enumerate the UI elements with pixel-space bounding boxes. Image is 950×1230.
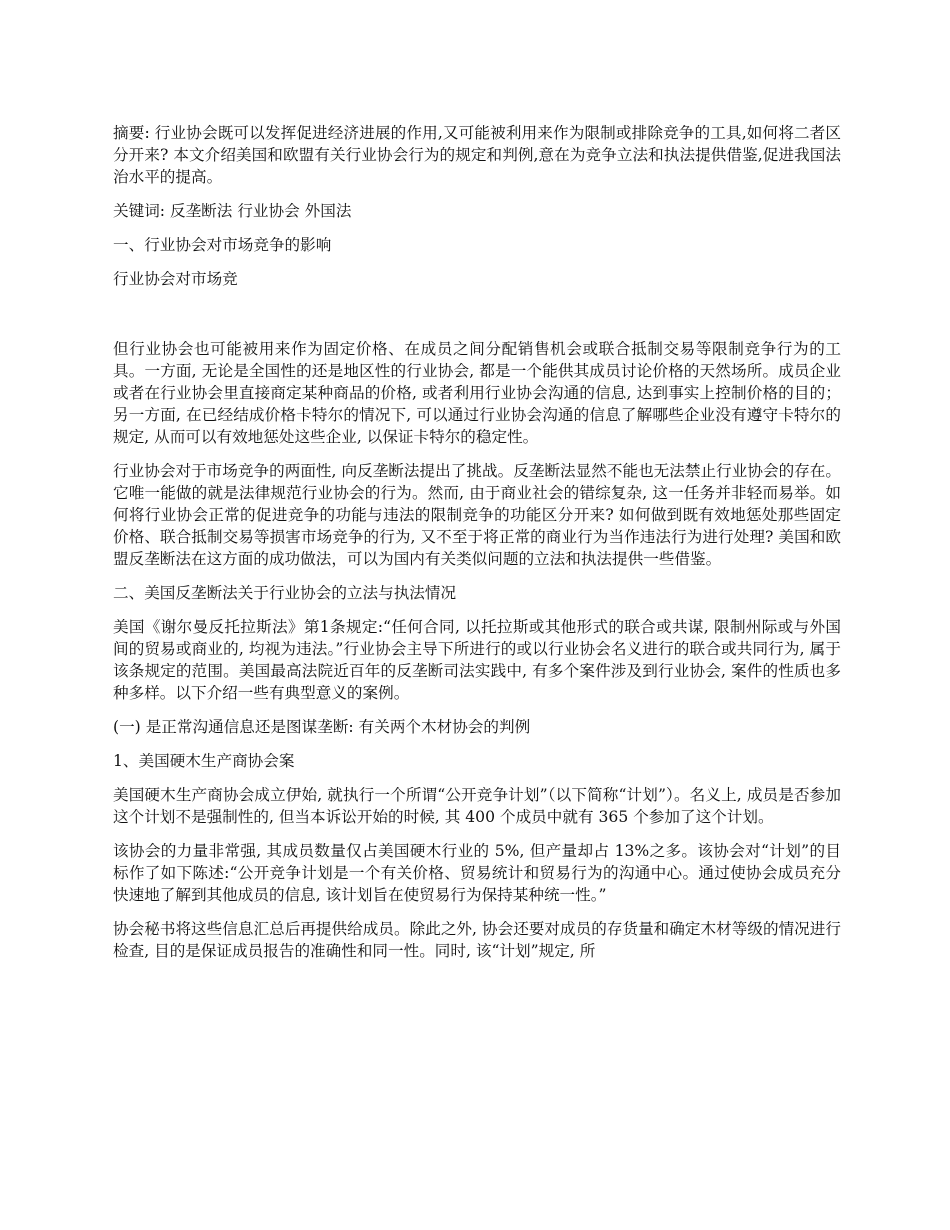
subsection-heading: (一) 是正常沟通信息还是图谋垄断: 有关两个木材协会的判例 bbox=[113, 718, 531, 736]
body-paragraph: 美国硬木生产商协会成立伊始, 就执行一个所谓“公开竞争计划”（以下简称“计划”）。名义上, 成员是否参加这个计划不是强制性的, 但当本诉讼开始的时候, 其 400 个成员中就有 365 个参加了这个计划。 bbox=[113, 786, 841, 826]
abstract-paragraph: 摘要: 行业协会既可以发挥促进经济进展的作用,又可能被利用来作为限制或排除竞争的工具,如何将二者区分开来? 本文介绍美国和欧盟有关行业协会行为的规定和判例,意在为竞争立法和执法提供借鉴,促进我国法治水平的提高。 bbox=[113, 124, 841, 186]
body-paragraph: 该协会的力量非常强, 其成员数量仅占美国硬木行业的 5%, 但产量却占 13%之多。该协会对“计划”的目标作了如下陈述:“公开竞争计划是一个有关价格、贸易统计和贸易行为的沟通中心。通过使协会成员充分快速地了解到其他成员的信息, 该计划旨在使贸易行为保持某种统一性。” bbox=[113, 842, 841, 904]
keywords-line: 关键词: 反垄断法 行业协会 外国法 bbox=[113, 202, 352, 220]
document-body bbox=[113, 122, 841, 974]
section-heading-1: 一、行业协会对市场竞争的影响 bbox=[113, 236, 332, 254]
truncated-paragraph: 行业协会对市场竞 bbox=[113, 270, 238, 288]
body-paragraph: 行业协会对于市场竞争的两面性, 向反垄断法提出了挑战。反垄断法显然不能也无法禁止行业协会的存在。它唯一能做的就是法律规范行业协会的行为。然而, 由于商业社会的错综复杂, 这一任务并非轻而易举。如何将行业协会正常的促进竞争的功能与违法的限制竞争的功能区分开来? 如何做到既有效地惩处那些固定价格、联合抵制交易等损害市场竞争的行为, 又不至于将正常的商业行为当作违法行为进行处理? 美国和欧盟反垄断法在这方面的成功做法，可以为国内有关类似问题的立法和执法提供一些借鉴。 bbox=[113, 462, 841, 568]
body-paragraph: 但行业协会也可能被用来作为固定价格、在成员之间分配销售机会或联合抵制交易等限制竞争行为的工具。一方面, 无论是全国性的还是地区性的行业协会, 都是一个能供其成员讨论价格的天然场所。成员企业或者在行业协会里直接商定某种商品的价格, 或者利用行业协会沟通的信息, 达到事实上控制价格的目的；另一方面, 在已经结成价格卡特尔的情况下, 可以通过行业协会沟通的信息了解哪些企业没有遵守卡特尔的规定, 从而可以有效地惩处这些企业, 以保证卡特尔的稳定性。 bbox=[113, 340, 841, 446]
body-paragraph: 美国《谢尔曼反托拉斯法》第1条规定:“任何合同, 以托拉斯或其他形式的联合或共谋, 限制州际或与外国间的贸易或商业的, 均视为违法。”行业协会主导下所进行的或以行业协会名义进行的联合或共同行为, 属于该条规定的范围。美国最高法院近百年的反垄断司法实践中, 有多个案件涉及到行业协会, 案件的性质也多种多样。以下介绍一些有典型意义的案例。 bbox=[113, 618, 841, 702]
case-heading: 1、美国硬木生产商协会案 bbox=[113, 752, 295, 770]
body-paragraph: 协会秘书将这些信息汇总后再提供给成员。除此之外, 协会还要对成员的存货量和确定木材等级的情况进行检查, 目的是保证成员报告的准确性和同一性。同时, 该“计划”规定, 所 bbox=[113, 920, 841, 960]
section-heading-2: 二、美国反垄断法关于行业协会的立法与执法情况 bbox=[113, 584, 457, 602]
